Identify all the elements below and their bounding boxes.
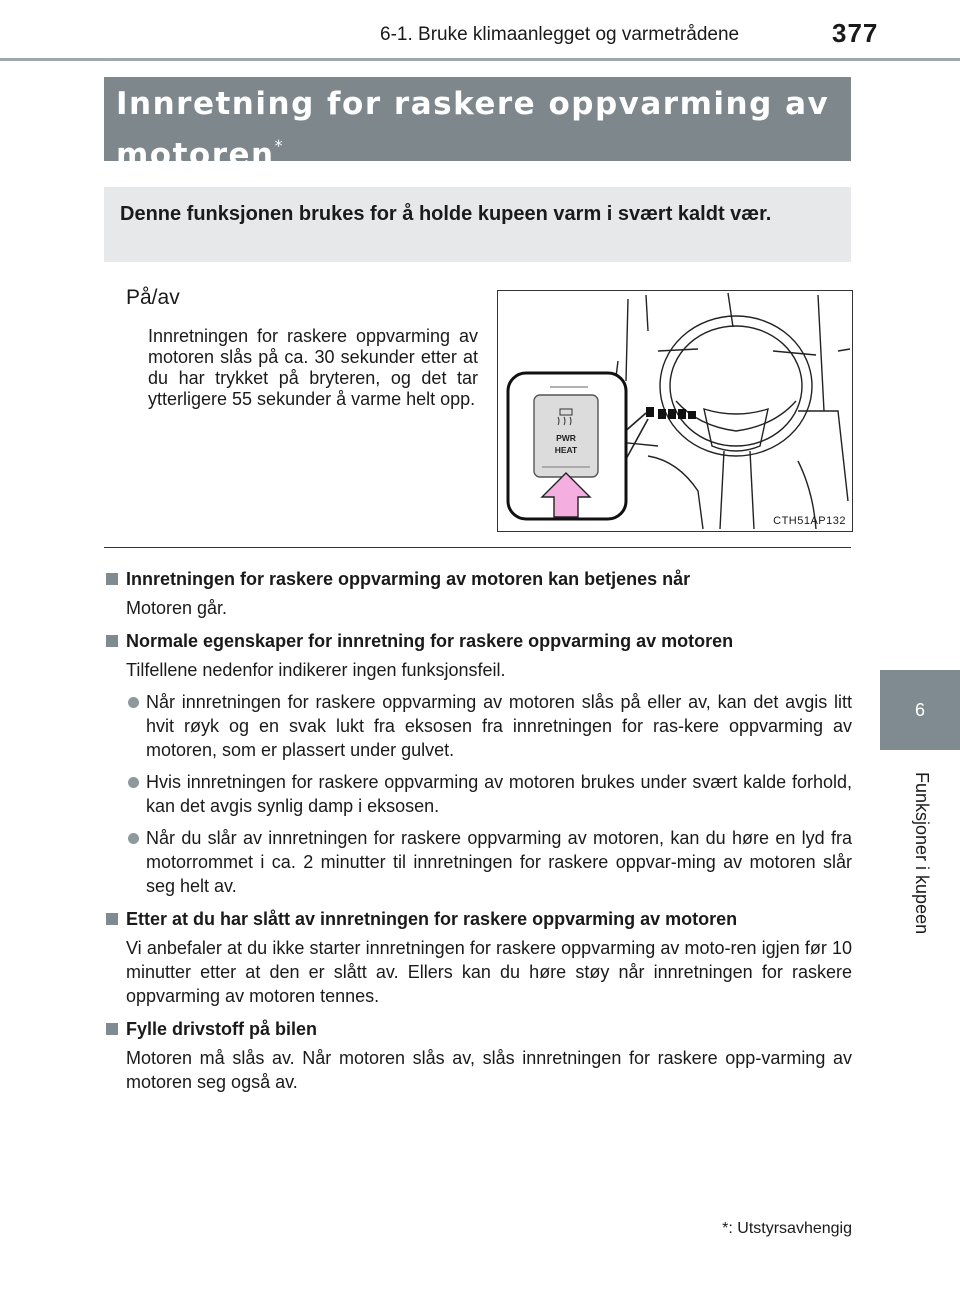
section-text: Motoren går. <box>126 598 228 618</box>
section-heading: Innretningen for raskere oppvarming av motoren kan betjenes når <box>104 566 852 592</box>
intro-box <box>104 187 851 262</box>
dashboard-illustration <box>498 291 852 531</box>
square-bullet-icon <box>106 1023 118 1035</box>
section-heading: Etter at du har slått av innretningen for raskere oppvarming av motoren <box>104 906 852 932</box>
section-title: 6-1. Bruke klimaanlegget og varmetrådene <box>380 24 740 45</box>
footnote: *: Utstyrsavhengig <box>722 1220 852 1237</box>
section-text: Vi anbefaler at du ikke starter innretningen for raskere oppvarming av moto-ren igjen før 10 minutter etter at den er slått av. Ellers kan du høre støy når innretningen for raskere oppvarming av motoren tennes. <box>126 938 852 1006</box>
section-divider <box>104 547 851 548</box>
header-rule <box>0 58 960 61</box>
title-text: Innretning for raskere oppvarming av motoren <box>116 86 830 173</box>
square-bullet-icon <box>106 913 118 925</box>
page-title <box>116 83 851 176</box>
title-marker: * <box>274 136 285 155</box>
chapter-tab[interactable] <box>880 670 960 750</box>
square-bullet-icon <box>106 573 118 585</box>
bullet-dot-icon <box>128 777 139 788</box>
figure-code: CTH51AP132 <box>773 515 846 527</box>
intro-text: Denne funksjonen brukes for å holde kupeen varm i svært kaldt vær. <box>120 203 772 225</box>
bullet-dot-icon <box>128 833 139 844</box>
list-item: Når du slår av innretningen for raskere oppvarming av motoren, kan du høre en lyd fra motorrommet i ca. 2 minutter til innretningen for raskere oppvar-ming av motoren slår seg helt av. <box>104 826 852 898</box>
square-bullet-icon <box>106 635 118 647</box>
page-header <box>0 0 960 62</box>
list-item: Hvis innretningen for raskere oppvarming av motoren brukes under svært kalde forhold, kan det avgis synlig damp i eksosen. <box>104 770 852 818</box>
onoff-text: Innretningen for raskere oppvarming av motoren slås på ca. 30 sekunder etter at du har trykket på bryteren, og det tar ytterligere 55 sekunder å varme helt opp. <box>148 326 478 409</box>
page-number: 377 <box>832 18 879 48</box>
illustration-figure <box>497 290 853 532</box>
section-heading: Fylle drivstoff på bilen <box>104 1016 852 1042</box>
section-text: Motoren må slås av. Når motoren slås av, slås innretningen for raskere opp-varming av motoren seg også av. <box>126 1048 852 1092</box>
title-banner <box>104 77 851 173</box>
button-label-heat: HEAT <box>554 445 578 455</box>
list-item: Når innretningen for raskere oppvarming av motoren slås på eller av, kan det avgis litt hvit røyk og en svak lukt fra eksosen fra innretningen for ras-kere oppvarming av motoren, som er plassert under gulvet. <box>104 690 852 762</box>
main-content <box>104 560 852 1094</box>
chapter-label: Funksjoner i kupeen <box>912 772 932 935</box>
chapter-number: 6 <box>914 699 925 720</box>
button-label-pwr: PWR <box>556 433 576 443</box>
section-text: Tilfellene nedenfor indikerer ingen funksjonsfeil. <box>126 660 506 680</box>
section-heading: Normale egenskaper for innretning for raskere oppvarming av motoren <box>104 628 852 654</box>
bullet-dot-icon <box>128 697 139 708</box>
onoff-heading: På/av <box>126 286 180 309</box>
